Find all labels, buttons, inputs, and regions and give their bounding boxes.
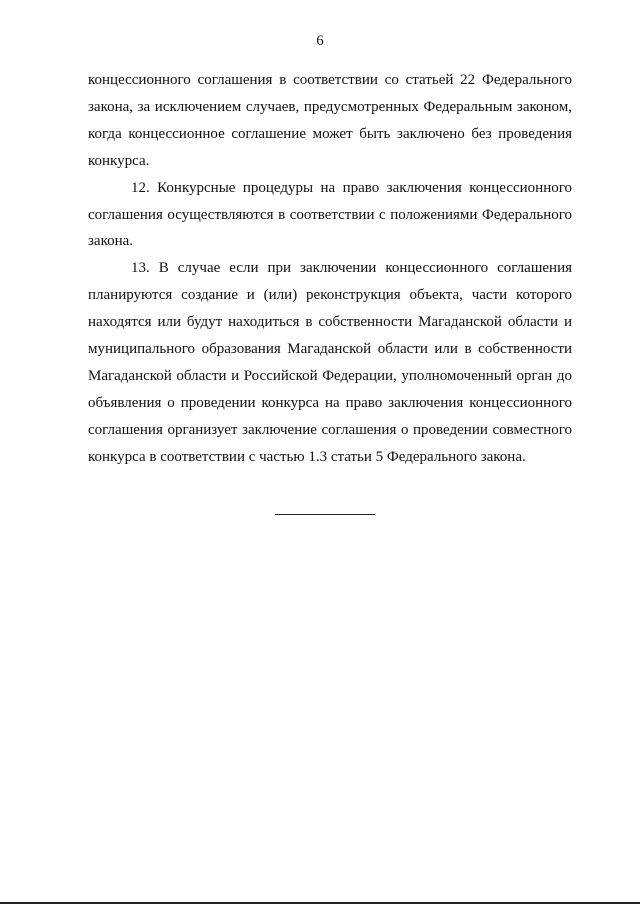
page-number: 6 [316,33,324,49]
paragraph-13: 13. В случае если при заключении концессионного соглашения планируются создание и (или) реконструкция объекта, части которого находятся или будут находиться в собственности Магаданской области и муниципального образования Магаданской области или в собственности Магаданской области и Российской Федерации, уполномоченный орган до объявления о проведении конкурса на право заключения концессионного соглашения организует заключение соглашения о проведении совместного конкурса в соответствии с частью 1.3 статьи 5 Федерального закона. [88,260,572,465]
document-body [88,67,572,471]
paragraph-continuation: концессионного соглашения в соответствии со статьей 22 Федерального закона, за исключением случаев, предусмотренных Федеральным законом, когда концессионное соглашение может быть заключено без проведения конкурса. [88,72,572,169]
end-separator-line [275,514,375,515]
bottom-border-line [0,902,640,904]
paragraph-12: 12. Конкурсные процедуры на право заключения концессионного соглашения осуществляются в соответствии с положениями Федерального закона. [88,179,572,250]
